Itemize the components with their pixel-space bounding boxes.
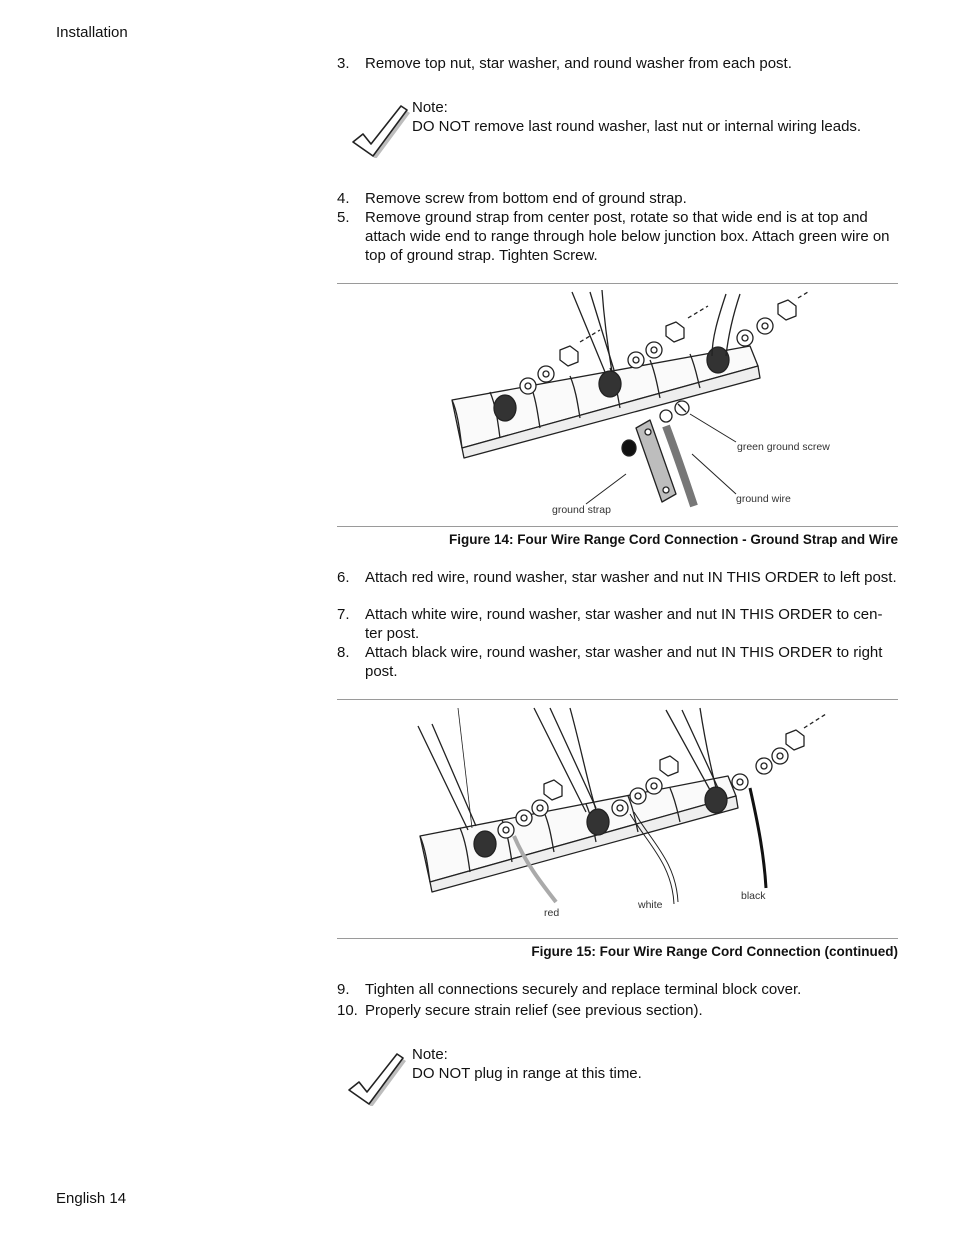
checkmark-icon — [345, 1050, 407, 1106]
step-text: Remove ground strap from center post, rotate so that wide end is at top and attach wide end to range through hole below junction box. Attach green wire on top of ground strap. Tighten Screw. — [365, 209, 890, 264]
label-green-ground-screw: green ground screw — [737, 441, 830, 453]
figure-14-top-rule — [337, 283, 898, 284]
page-footer: English 14 — [56, 1190, 127, 1207]
step-number: 6. — [337, 569, 350, 586]
step-text: Attach red wire, round washer, star washer and nut IN THIS ORDER to left post. — [365, 569, 897, 586]
note-title: Note: — [412, 99, 448, 116]
note-1 — [412, 98, 898, 136]
label-red: red — [544, 907, 560, 919]
step-number: 9. — [337, 981, 350, 998]
label-white: white — [638, 899, 663, 911]
step-text: Properly secure strain relief (see previous section). — [365, 1002, 703, 1019]
figure-15-caption: Figure 15: Four Wire Range Cord Connection (continued) — [531, 944, 898, 959]
label-black: black — [741, 890, 766, 902]
step-text: Remove screw from bottom end of ground strap. — [365, 190, 687, 207]
figure-15-top-rule — [337, 699, 898, 700]
note-2 — [412, 1045, 898, 1083]
step-text: Tighten all connections securely and replace terminal block cover. — [365, 981, 802, 998]
step-text: Attach white wire, round washer, star washer and nut IN THIS ORDER to cen-ter post. — [365, 606, 883, 642]
step-number: 10. — [337, 1002, 358, 1019]
step-number: 4. — [337, 190, 350, 207]
step-text: Attach black wire, round washer, star washer and nut IN THIS ORDER to right post. — [365, 644, 883, 680]
checkmark-icon — [349, 102, 411, 158]
step-number: 8. — [337, 644, 350, 661]
section-header: Installation — [56, 24, 128, 41]
label-ground-strap: ground strap — [552, 504, 611, 516]
note-title: Note: — [412, 1046, 448, 1063]
figure-15-illustration — [410, 704, 840, 934]
figure-15-bottom-rule — [337, 938, 898, 939]
figure-14-caption: Figure 14: Four Wire Range Cord Connection - Ground Strap and Wire — [448, 532, 898, 547]
figure-14-illustration — [440, 288, 860, 524]
step-number: 7. — [337, 606, 350, 623]
step-text: Remove top nut, star washer, and round washer from each post. — [365, 55, 792, 72]
label-ground-wire: ground wire — [736, 493, 791, 505]
step-number: 3. — [337, 55, 350, 72]
figure-14-bottom-rule — [337, 526, 898, 527]
note-text: DO NOT plug in range at this time. — [412, 1065, 642, 1082]
note-text: DO NOT remove last round washer, last nut or internal wiring leads. — [412, 118, 862, 135]
step-number: 5. — [337, 209, 350, 226]
